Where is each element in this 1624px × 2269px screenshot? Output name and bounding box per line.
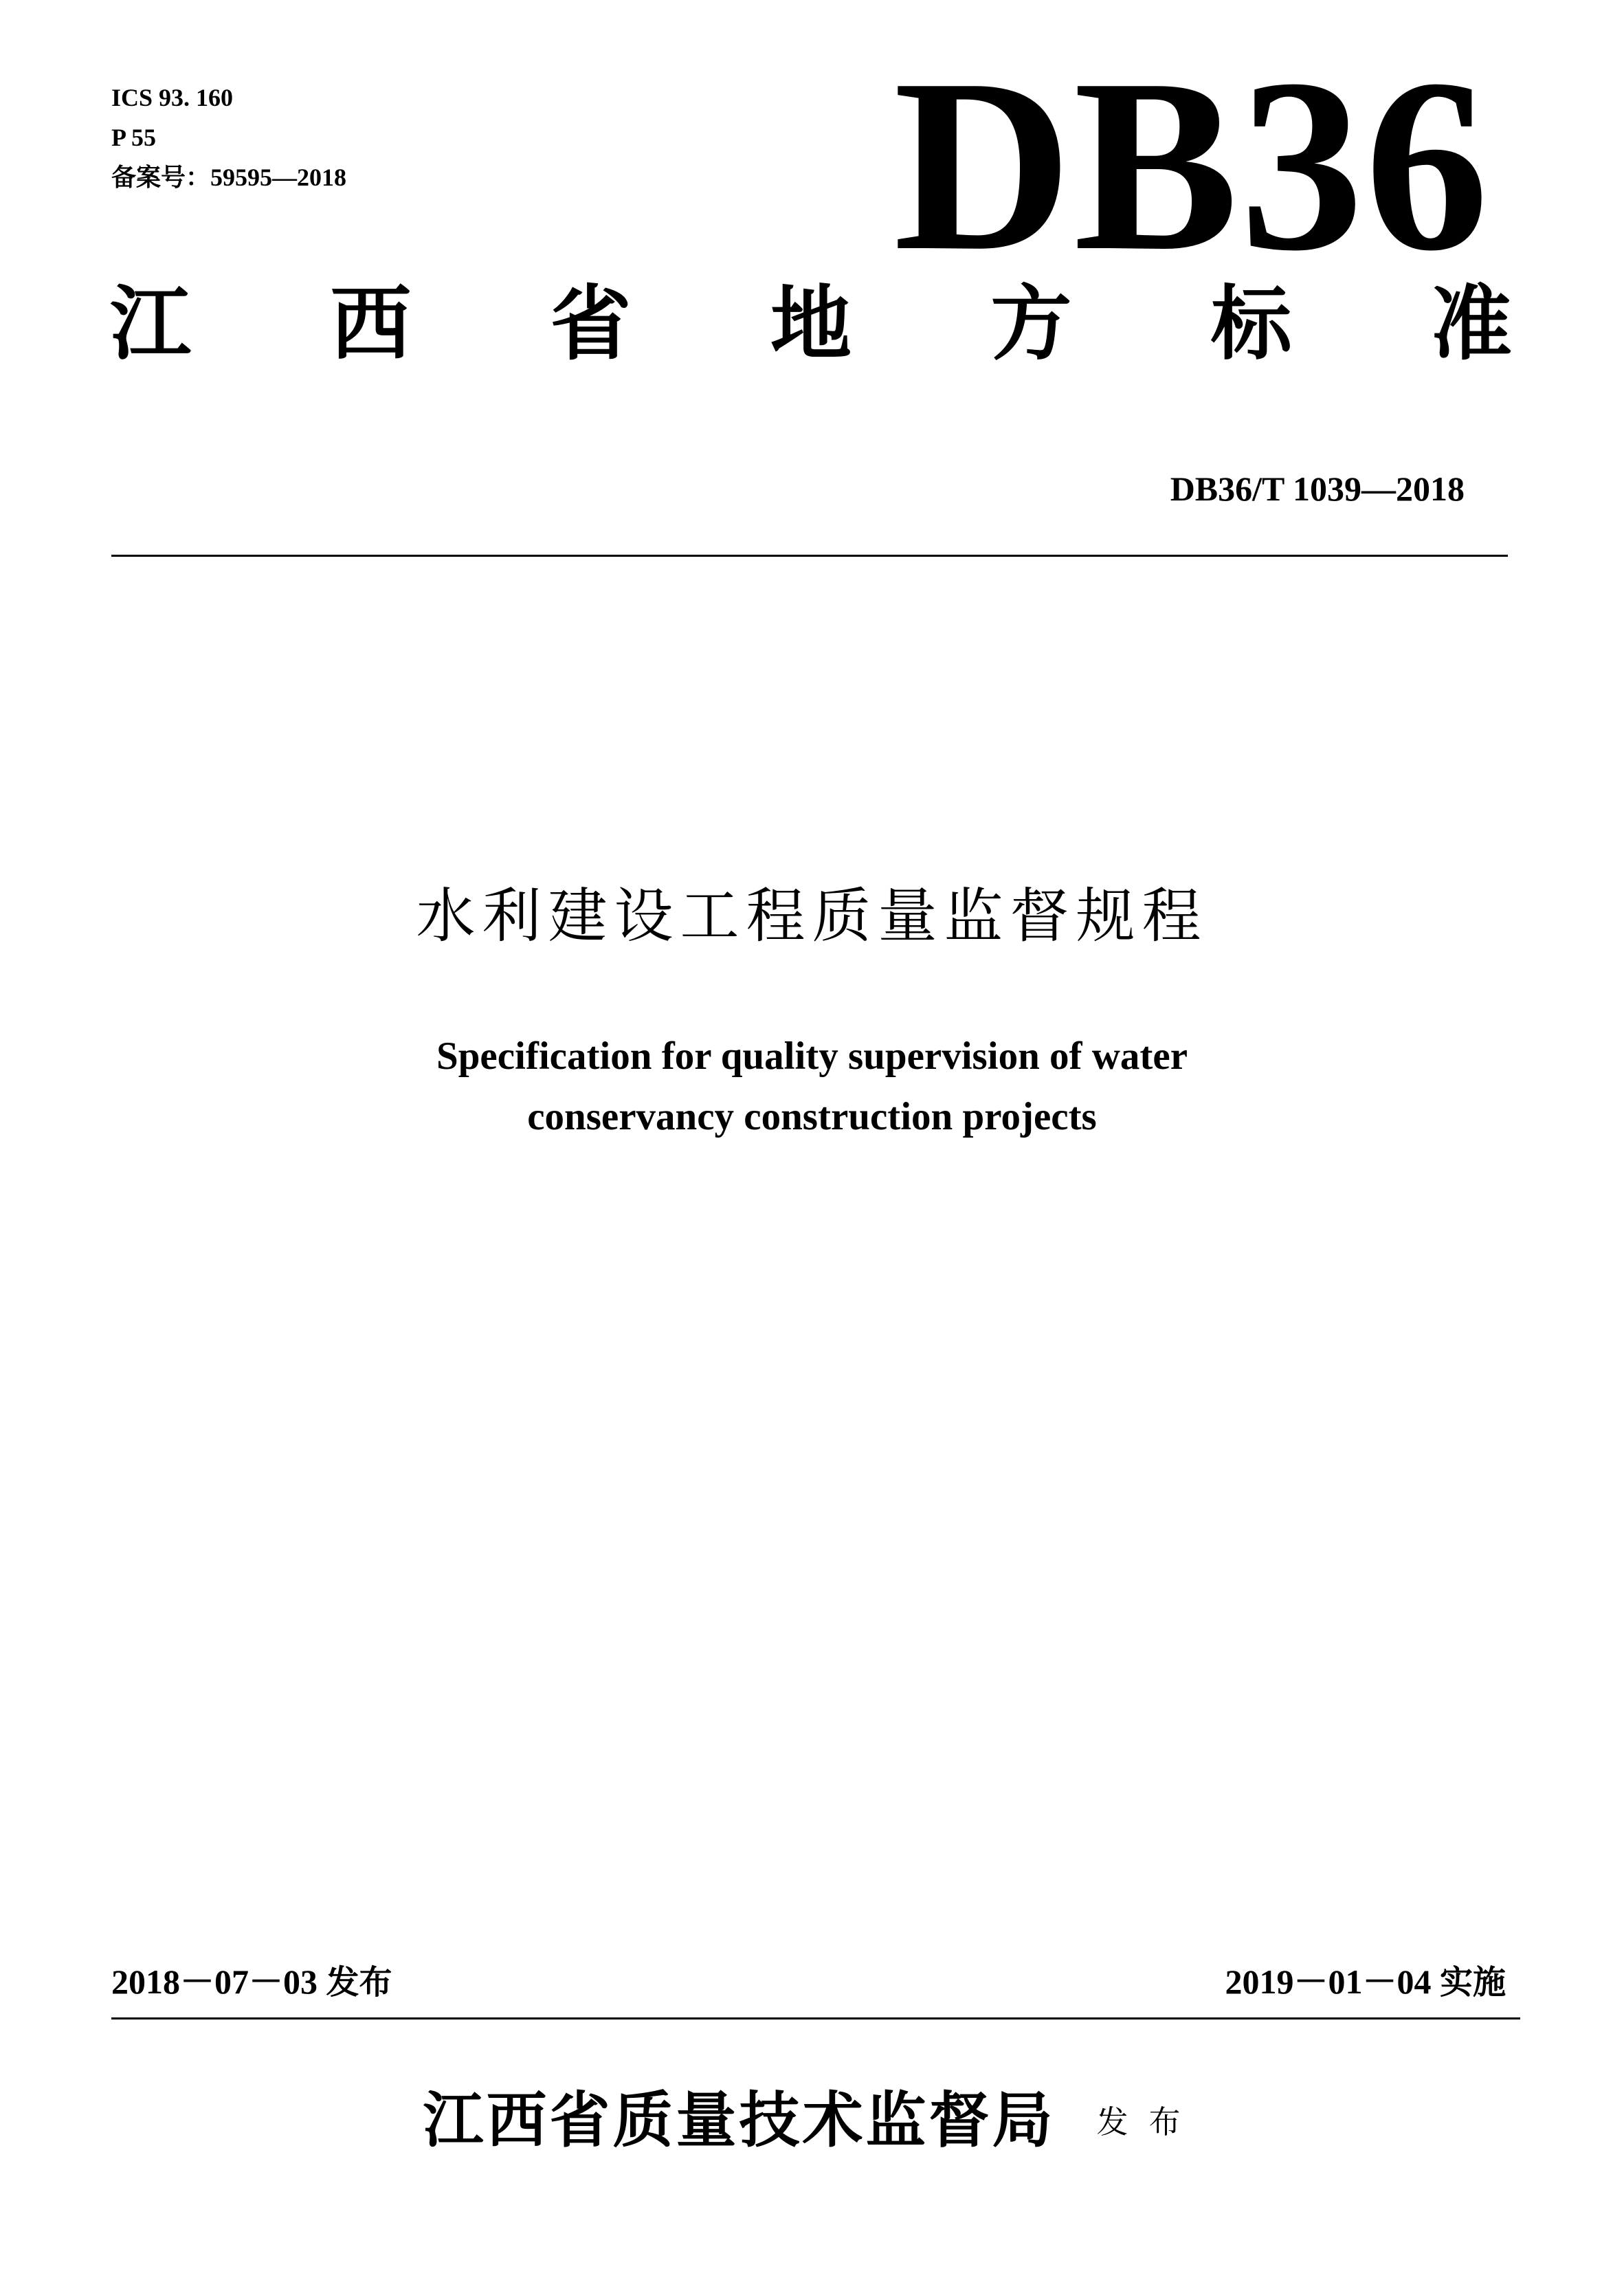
standard-type-char: 地	[770, 276, 852, 371]
issuer-suffix: 发布	[1096, 2103, 1201, 2140]
issuer-line	[0, 2084, 1624, 2156]
ics-code: ICS 93. 160	[111, 84, 234, 111]
ccs-code: P 55	[111, 124, 157, 151]
publish-date-value: 2018－07－03	[111, 1962, 318, 2001]
chinese-title: 水利建设工程质量监督规程	[416, 882, 1208, 951]
standard-type-char: 标	[1210, 276, 1292, 371]
bottom-divider	[111, 2017, 1520, 2019]
english-title-line-1: Specification for quality supervision of water	[436, 1034, 1188, 1078]
standard-type-heading	[110, 276, 1512, 371]
implement-label: 实施	[1439, 1963, 1506, 2002]
standard-type-char: 准	[1430, 276, 1512, 371]
top-divider	[111, 555, 1508, 557]
standard-number: DB36/T 1039—2018	[1170, 469, 1465, 508]
record-number: 备案号：59595—2018	[111, 164, 347, 191]
english-title-line-2: conservancy construction projects	[527, 1095, 1097, 1138]
issuer-name: 江西省质量技术监督局	[423, 2084, 1056, 2156]
standard-type-char: 江	[110, 276, 192, 371]
publish-date	[111, 1962, 392, 2002]
implement-date-value: 2019－01－04	[1225, 1962, 1432, 2001]
implement-date	[1225, 1962, 1506, 2002]
standard-type-char: 方	[990, 276, 1072, 371]
standard-type-char: 省	[550, 276, 632, 371]
standard-type-char: 西	[330, 276, 412, 371]
publish-label: 发布	[326, 1963, 392, 2002]
db36-logo: DB36	[893, 27, 1491, 302]
